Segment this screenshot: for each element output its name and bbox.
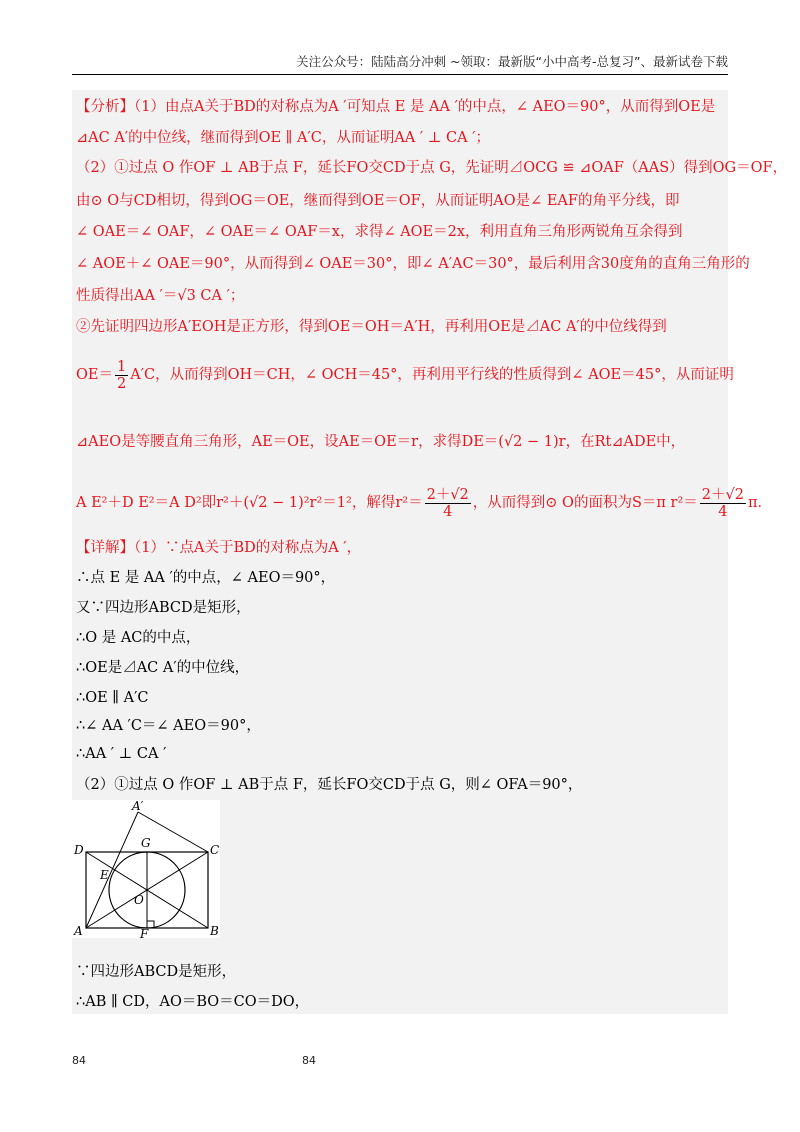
footer-page-number-left: 84	[72, 1054, 86, 1067]
eq-area-pi: π．	[747, 495, 772, 511]
detail-line-1: 【详解】（1）∵点A关于BD的对称点为A ′，	[76, 540, 362, 556]
detail-line-7: ∴∠ AA ′C＝∠ AEO＝90°，	[76, 718, 261, 734]
label-a: A	[74, 924, 83, 938]
label-f: F	[140, 927, 149, 941]
analysis-line-10: ⊿AEO是等腰直角三角形，AE＝OE，设AE＝OE＝r，求得DE＝(√2 − 1)r，在Rt⊿ADE中，	[76, 434, 686, 450]
label-d: D	[74, 843, 84, 857]
label-e: E	[100, 868, 109, 882]
analysis-line-6: ∠ AOE＋∠ OAE＝90°，从而得到∠ OAE＝30°，即∠ A′AC＝30°，最后利用含30度角的直角三角形的	[76, 256, 750, 272]
geometry-figure	[72, 799, 220, 941]
eq-oe-suffix: A′C，从而得到OH＝CH，∠ OCH＝45°，再利用平行线的性质得到∠ AOE＝45°，从而证明	[130, 367, 734, 383]
eq-pythag: A E²＋D E²＝A D²即r²＋(√2 − 1)²r²＝1²，解得r²＝	[76, 495, 423, 511]
analysis-line-7: 性质得出AA ′＝√3 CA ′；	[76, 288, 245, 304]
analysis-line-4: 由⊙ O与CD相切，得到OG＝OE，继而得到OE＝OF，从而证明AO是∠ EAF的角平分线，即	[76, 193, 680, 209]
detail-line-5: ∴OE是⊿AC A′的中位线，	[76, 660, 250, 676]
detail-line-10: ∵四边形ABCD是矩形，	[76, 964, 237, 980]
detail-line-3: 又∵四边形ABCD是矩形，	[76, 600, 251, 616]
segment-aa-prime	[86, 812, 138, 928]
label-o: O	[134, 893, 144, 907]
label-c: C	[210, 843, 220, 857]
analysis-line-3: （2）①过点 O 作OF ⊥ AB于点 F，延长FO交CD于点 G，先证明⊿OCG ≌ ⊿OAF（AAS）得到OG＝OF，	[76, 160, 788, 176]
analysis-line-9	[76, 358, 734, 400]
label-b: B	[210, 924, 219, 938]
analysis-line-5: ∠ OAE＝∠ OAF，∠ OAE＝∠ OAF＝x，求得∠ AOE＝2x，利用直角三角形两锐角互余得到	[76, 224, 683, 240]
analysis-line-1: 【分析】（1）由点A关于BD的对称点为A ′可知点 E 是 AA ′的中点，∠ AEO＝90°，从而得到OE是	[76, 99, 716, 115]
page-header: 关注公众号：陆陆高分冲刺 ~领取：最新版“小中高考-总复习”、最新试卷下载	[296, 54, 728, 69]
analysis-line-2: ⊿AC A′的中位线，继而得到OE ∥ A′C，从而证明AA ′ ⊥ CA ′；	[76, 130, 490, 146]
detail-line-11: ∴AB ∥ CD，AO＝BO＝CO＝DO，	[76, 994, 310, 1010]
detail-line-2: ∴点 E 是 AA ′的中点，∠ AEO＝90°，	[76, 570, 336, 586]
label-a-prime: A′	[132, 799, 144, 813]
fraction-area	[700, 487, 746, 520]
header-rule	[72, 74, 728, 75]
fraction-one-half	[115, 359, 128, 392]
fraction-numerator: 1	[116, 358, 127, 375]
detail-line-4: ∴O 是 AC的中点，	[76, 630, 201, 646]
detail-line-8: ∴AA ′ ⊥ CA ′	[76, 746, 167, 762]
label-g: G	[141, 836, 151, 850]
fraction-denominator: 2	[116, 375, 127, 392]
detail-line-9: （2）①过点 O 作OF ⊥ AB于点 F，延长FO交CD于点 G，则∠ OFA＝90°，	[76, 777, 583, 793]
footer-page-number-center: 84	[302, 1054, 316, 1067]
analysis-line-11	[76, 486, 772, 528]
eq-oe-prefix: OE＝	[76, 367, 113, 383]
eq-area-text: ，从而得到⊙ O的面积为S＝π r²＝	[472, 495, 698, 511]
fraction-denominator: 4	[443, 503, 453, 520]
fraction-numerator: 2＋√2	[701, 486, 744, 503]
fraction-numerator: 2＋√2	[426, 486, 469, 503]
fraction-denominator: 4	[718, 503, 728, 520]
analysis-line-8: ②先证明四边形A′EOH是正方形，得到OE＝OH＝A′H，再利用OE是⊿AC A′的中位线得到	[76, 319, 667, 335]
rectangle-circle-diagram	[72, 799, 220, 941]
detail-line-6: ∴OE ∥ A′C	[76, 690, 149, 706]
fraction-r-squared	[425, 487, 471, 520]
